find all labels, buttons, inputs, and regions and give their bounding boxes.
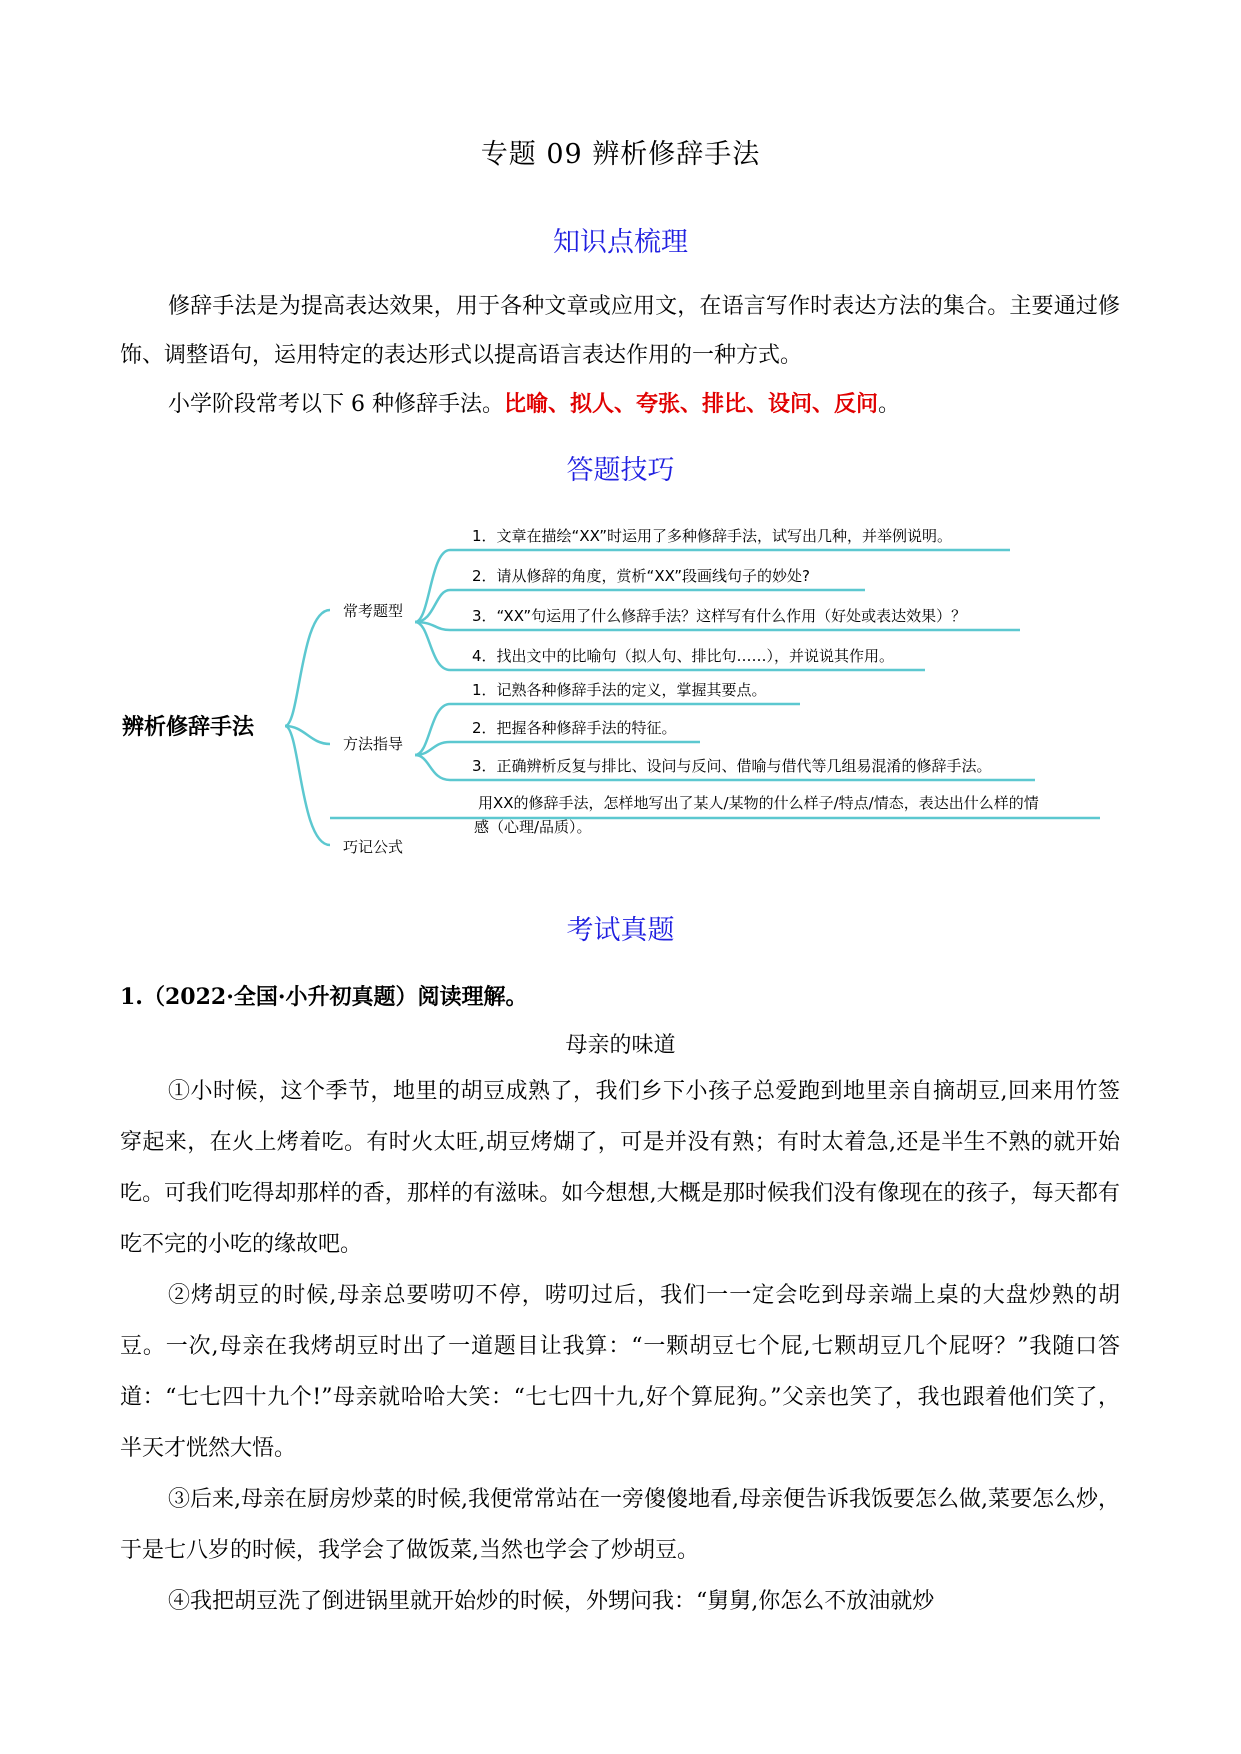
mindmap xyxy=(0,500,1241,870)
question-heading: 1.（2022·全国·小升初真题）阅读理解。 xyxy=(120,984,528,1010)
mindmap-root: 辨析修辞手法 xyxy=(122,715,255,740)
branch-1-item: 4．找出文中的比喻句（拟人句、排比句……），并说说其作用。 xyxy=(472,647,895,665)
connector-root-to-branch-1 xyxy=(285,610,330,726)
intro-prefix: 小学阶段常考以下 6 种修辞手法。 xyxy=(168,392,504,417)
section-heading-skills: 答题技巧 xyxy=(566,455,675,486)
page-title: 专题 09 辨析修辞手法 xyxy=(480,139,761,170)
section-heading-exam: 考试真题 xyxy=(566,915,675,946)
branch-1-item: 1．文章在描绘“XX”时运用了多种修辞手法，试写出几种，并举例说明。 xyxy=(472,527,953,545)
branch-label-2: 方法指导 xyxy=(343,735,404,753)
branch-2-item: 2．把握各种修辞手法的特征。 xyxy=(472,719,677,737)
branch-2-item: 3．正确辨析反复与排比、设问与反问、借喻与借代等几组易混淆的修辞手法。 xyxy=(472,757,992,775)
branch-label-1: 常考题型 xyxy=(343,602,404,620)
connector-b2-item-2 xyxy=(415,742,700,755)
intro-paragraph-2 xyxy=(120,380,1120,429)
article-paragraph: ②烤胡豆的时候,母亲总要唠叨不停，唠叨过后，我们一一定会吃到母亲端上桌的大盘炒熟的胡豆。一次,母亲在我烤胡豆时出了一道题目让我算：“一颗胡豆七个屁,七颗胡豆几个屁呀？”我随口答道：“七七四十九个!”母亲就哈哈大笑：“七七四十九,好个算屁狗。”父亲也笑了，我也跟着他们笑了， 半天才恍然大悟。 xyxy=(120,1283,1120,1461)
branch-3-item: 用XX的修辞手法，怎样地写出了某人/某物的什么样子/特点/情态，表达出什么样的情 xyxy=(478,794,1039,812)
branch-label-3: 巧记公式 xyxy=(343,838,404,856)
branch-3-item: 感（心理/品质）。 xyxy=(474,818,592,836)
article-paragraph: ③后来,母亲在厨房炒菜的时候,我便常常站在一旁傻傻地看,母亲便告诉我饭要怎么做,菜要怎么炒，于是七八岁的时候，我学会了做饭菜,当然也学会了炒胡豆。 xyxy=(120,1487,1120,1563)
article-paragraph: ④我把胡豆洗了倒进锅里就开始炒的时候，外甥问我：“舅舅,你怎么不放油就炒 xyxy=(168,1589,935,1614)
branch-2-item: 1．记熟各种修辞手法的定义，掌握其要点。 xyxy=(472,681,767,699)
article-title: 母亲的味道 xyxy=(565,1033,676,1058)
branch-1-item: 3．“XX”句运用了什么修辞手法？这样写有什么作用（好处或表达效果）？ xyxy=(472,607,967,625)
intro-paragraph-1: 修辞手法是为提高表达效果，用于各种文章或应用文，在语言写作时表达方法的集合。主要通过修饰、调整语句，运用特定的表达形式以提高语言表达作用的一种方式。 xyxy=(120,294,1120,368)
intro-suffix: 。 xyxy=(878,392,901,417)
section-heading-knowledge: 知识点梳理 xyxy=(553,227,688,258)
branch-1-item: 2．请从修辞的角度，赏析“XX”段画线句子的妙处? xyxy=(472,567,810,585)
rhetoric-list-highlight: 比喻、拟人、夸张、排比、设问、反问 xyxy=(504,392,879,417)
article-paragraph: ①小时候，这个季节，地里的胡豆成熟了，我们乡下小孩子总爱跑到地里亲自摘胡豆,回来用竹签穿起来，在火上烤着吃。有时火太旺,胡豆烤煳了，可是并没有熟；有时太着急,还是半生不熟的就开始吃。可我们吃得却那样的香，那样的有滋味。如今想想,大概是那时候我们没有像现在的孩子，每天都有吃不完的小吃的缘故吧。 xyxy=(120,1079,1120,1257)
